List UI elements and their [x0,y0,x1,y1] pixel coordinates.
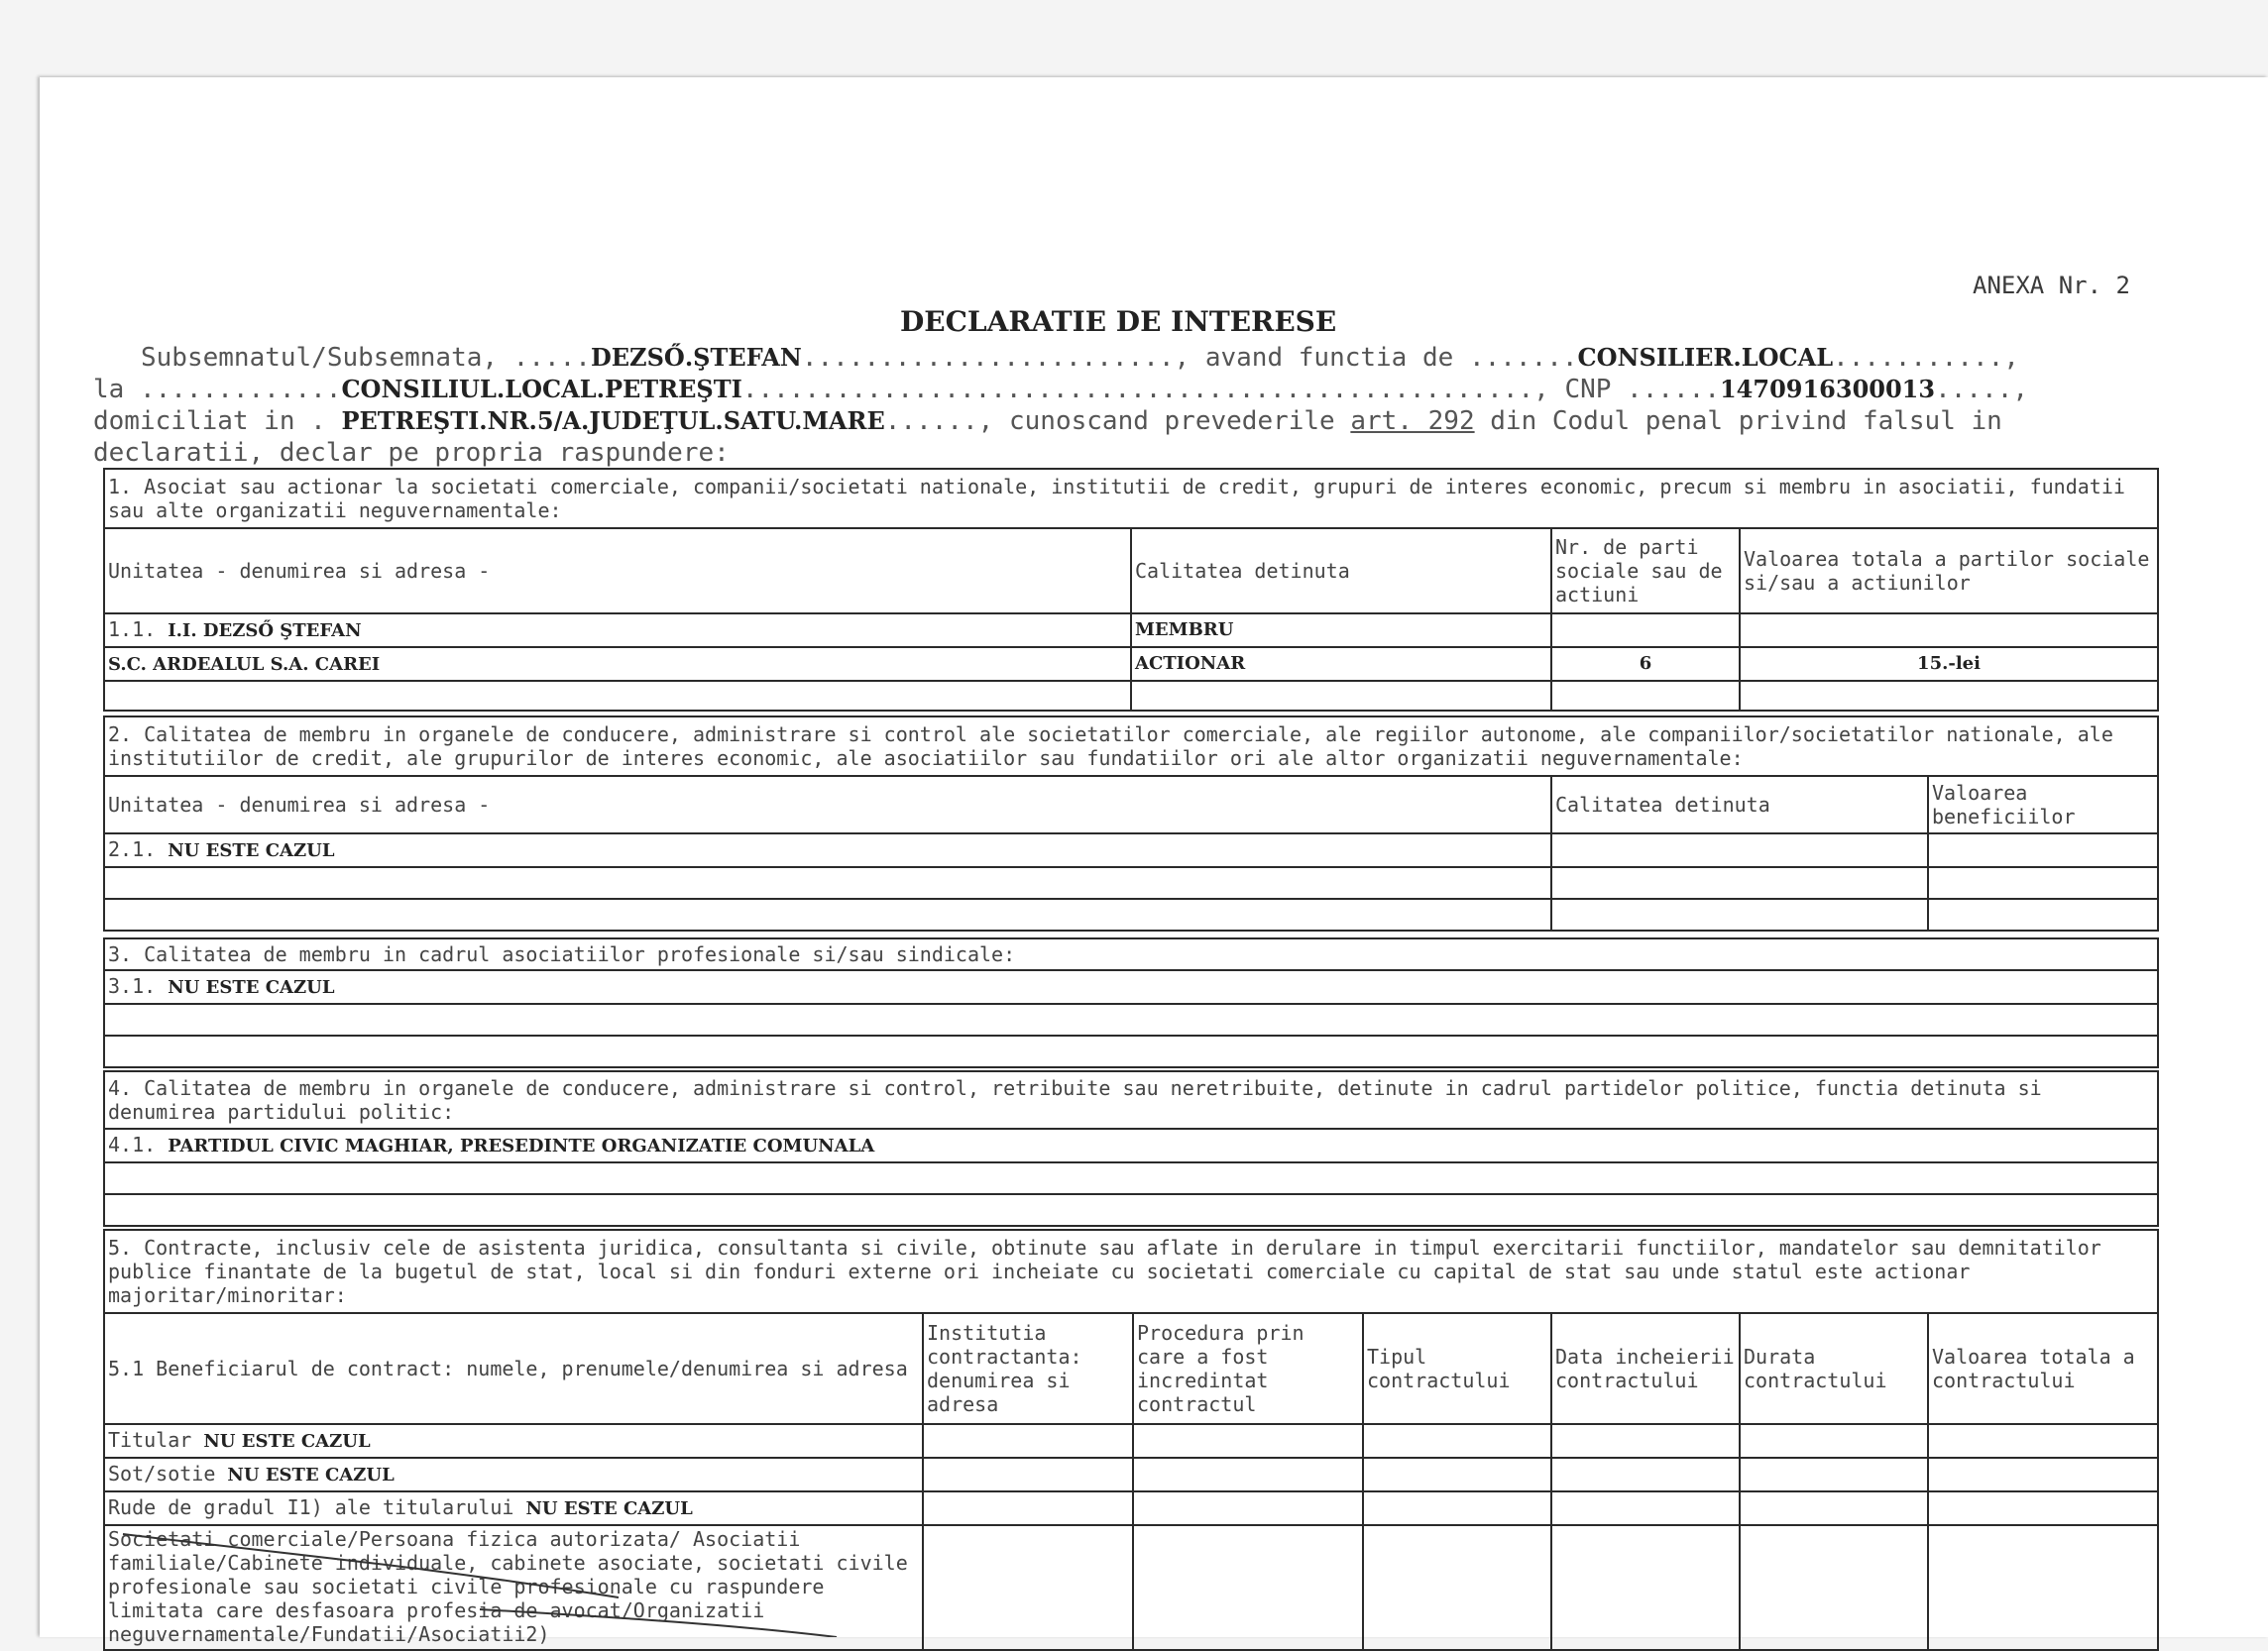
table-row [104,1004,2158,1036]
col-unit: Unitatea - denumirea si adresa - [104,528,1131,613]
declarant-institution: CONSILIUL.LOCAL.PETREŞTI [341,375,742,403]
shares-value: 6 [1551,647,1740,681]
entry-value: NU ESTE CAZUL [168,840,335,861]
section-4-heading: 4. Calitatea de membru in organele de conducere, administrare si control, retribuite sau neretribuite, detinute in cadrul partidelor politice, functia detinuta si denumirea partidului politic: [104,1071,2158,1129]
col-institution: Institutia contractanta: denumirea si adresa [923,1313,1133,1424]
table-row [104,1162,2158,1194]
intro-line-3: domiciliat in . PETREŞTI.NR.5/A.JUDEŢUL.SATU.MARE......, cunoscand prevederile art. 292 din Codul penal privind falsul in [93,406,2002,436]
table-row [104,681,2158,711]
unit-name: I.I. DEZSŐ ŞTEFAN [168,620,362,641]
section-5-heading: 5. Contracte, inclusiv cele de asistenta juridica, consultanta si civile, obtinute sau aflate in derulare in timpul exercitarii functiilor, mandatelor sau demnitatilor publice finantate de la bugetul de stat, local si din fonduri externe ori incheiate cu societati comerciale cu capital de stat sau unde statul este actionar majoritar/minoritar: [104,1230,2158,1313]
quality-value: MEMBRU [1131,613,1551,647]
table-row: 3.1. NU ESTE CAZUL [104,970,2158,1004]
col-quality: Calitatea detinuta [1551,776,1928,833]
declarant-cnp: 1470916300013 [1719,375,1936,403]
section-1-heading: 1. Asociat sau actionar la societati comerciale, companii/societati nationale, institutii de credit, grupuri de interes economic, precum si membru in asociatii, fundatii sau alte organizatii neguvernamentale: [104,469,2158,528]
col-beneficiary: 5.1 Beneficiarul de contract: numele, prenumele/denumirea si adresa [104,1313,923,1424]
col-shares: Nr. de parti sociale sau de actiuni [1551,528,1740,613]
intro-line-1: Subsemnatul/Subsemnata, .....DEZSŐ.ŞTEFAN........................, avand functia de .......CONSILIER.LOCAL..........., [141,343,2019,373]
section-2-heading: 2. Calitatea de membru in organele de conducere, administrare si control ale societatilor comerciale, ale regiilor autonome, ale companiilor/societatilor nationale, ale institutiilor de credit, ale grupurilor de interes economic, ale asociatiilor sau fundatiilor ori ale altor organizatii neguvernamentale: [104,716,2158,776]
table-row: Rude de gradul I1) ale titularului NU ESTE CAZUL [104,1491,2158,1525]
document-title: DECLARATIE DE INTERESE [900,305,1337,338]
col-total: Valoarea totala a contractului [1928,1313,2158,1424]
col-unit: Unitatea - denumirea si adresa - [104,776,1551,833]
declarant-function: CONSILIER.LOCAL [1577,343,1834,372]
intro-line-2: la .............CONSILIUL.LOCAL.PETREŞTI..................................................., CNP ......1470916300013....., [93,375,2028,404]
col-benefits: Valoarea beneficiilor [1928,776,2158,833]
table-row: 4.1. PARTIDUL CIVIC MAGHIAR, PRESEDINTE ORGANIZATIE COMUNALA [104,1129,2158,1162]
table-row: Titular NU ESTE CAZUL [104,1424,2158,1458]
table-row: 1.1. I.I. DEZSŐ ŞTEFAN MEMBRU [104,613,2158,647]
col-value: Valoarea totala a partilor sociale si/sau a actiunilor [1740,528,2158,613]
quality-value: ACTIONAR [1131,647,1551,681]
table-row [104,899,2158,931]
col-type: Tipul contractului [1363,1313,1551,1424]
col-quality: Calitatea detinuta [1131,528,1551,613]
table-row [104,1194,2158,1226]
declarant-address: PETREŞTI.NR.5/A.JUDEŢUL.SATU.MARE [341,406,885,435]
table-row: Sot/sotie NU ESTE CAZUL [104,1458,2158,1491]
section-1-table [103,468,2159,712]
table-row [104,1036,2158,1067]
societati-label: Societati comerciale/Persoana fizica autorizata/ Asociatii familiale/Cabinete individuale, cabinete asociate, societati civile profesionale sau societati civile profesionale cu raspundere limitata care desfasoara profesia de avocat/Organizatii neguvernamentale/Fundatii/Asociatii2) [104,1525,923,1650]
declarant-name: DEZSŐ.ŞTEFAN [590,343,802,372]
table-row: 2.1. NU ESTE CAZUL [104,833,2158,867]
entry-value: PARTIDUL CIVIC MAGHIAR, PRESEDINTE ORGANIZATIE COMUNALA [168,1136,875,1156]
annex-label: ANEXA Nr. 2 [1973,272,2130,299]
col-procedure: Procedura prin care a fost incredintat contractul [1133,1313,1363,1424]
col-date: Data incheierii contractului [1551,1313,1740,1424]
total-value: 15.-lei [1740,647,2158,681]
section-3-heading: 3. Calitatea de membru in cadrul asociatiilor profesionale si/sau sindicale: [104,938,2158,970]
table-row [104,867,2158,899]
section-2-table [103,715,2159,932]
col-duration: Durata contractului [1740,1313,1928,1424]
entry-value: NU ESTE CAZUL [168,977,335,998]
section-4-table [103,1070,2159,1227]
section-3-table [103,937,2159,1068]
strike-marks [103,1526,856,1637]
intro-line-4: declaratii, declar pe propria raspundere: [93,438,730,468]
unit-name: S.C. ARDEALUL S.A. CAREI [108,654,381,675]
table-row [104,647,2158,681]
